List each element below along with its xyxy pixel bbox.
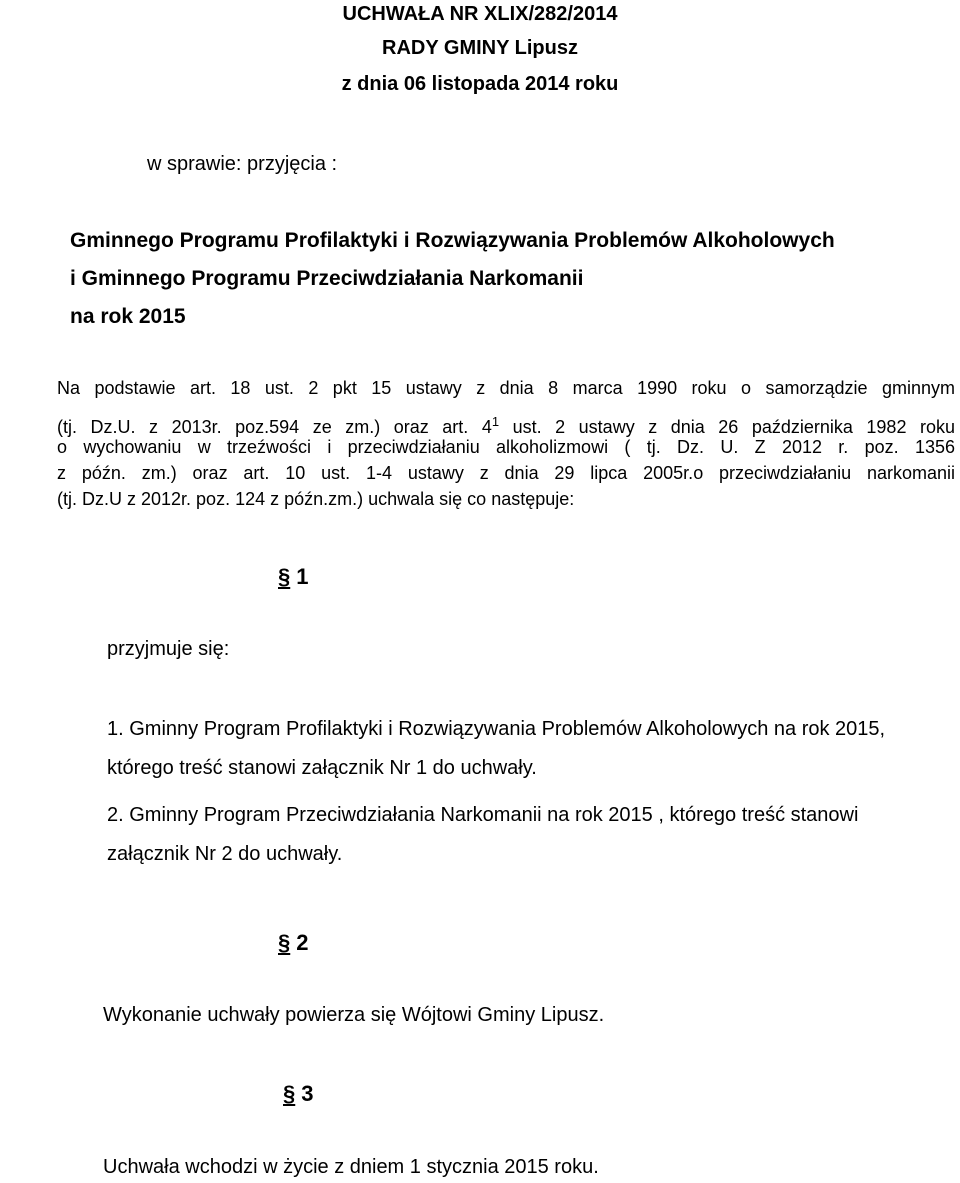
section-1-intro: przyjmuje się: [107, 638, 230, 660]
paragraph-sign-icon: § [278, 930, 291, 955]
council-name: RADY GMINY Lipusz [382, 37, 578, 59]
paragraph-sign-icon: § [283, 1081, 296, 1106]
section-3-text: Uchwała wchodzi w życie z dniem 1 stycznia 2015 roku. [103, 1156, 599, 1178]
legal-basis-line-5: (tj. Dz.U z 2012r. poz. 124 z późn.zm.) uchwala się co następuje: [57, 489, 575, 509]
program-title-line-1: Gminnego Programu Profilaktyki i Rozwiązywania Problemów Alkoholowych [70, 229, 835, 252]
resolution-subject: w sprawie: przyjęcia : [147, 153, 338, 175]
section-3-number: 3 [301, 1081, 314, 1106]
section-1-item-1-line-2: którego treść stanowi załącznik Nr 1 do uchwały. [107, 757, 537, 779]
section-1-item-2-line-1: 2. Gminny Program Przeciwdziałania Narkomanii na rok 2015 , którego treść stanowi [107, 804, 859, 826]
legal-basis-line-2-part-1: (tj. Dz.U. z 2013r. poz.594 ze zm.) oraz art. 4 [57, 417, 492, 437]
legal-basis-line-3: o wychowaniu w trzeźwości i przeciwdziałaniu alkoholizmowi ( tj. Dz. U. Z 2012 r. poz. 1356 [57, 437, 955, 457]
article-superscript: 1 [491, 414, 500, 429]
legal-basis-line-2-part-2: ust. 2 ustawy z dnia 26 października 1982 roku [499, 417, 955, 437]
legal-basis-line-2 [57, 411, 955, 438]
paragraph-sign-icon: § [278, 564, 291, 589]
section-1-heading [278, 564, 309, 590]
section-1-item-1-line-1: 1. Gminny Program Profilaktyki i Rozwiązywania Problemów Alkoholowych na rok 2015, [107, 718, 886, 740]
legal-basis-line-4: z późn. zm.) oraz art. 10 ust. 1-4 ustawy z dnia 29 lipca 2005r.o przeciwdziałaniu narkomanii [57, 463, 955, 483]
section-2-text: Wykonanie uchwały powierza się Wójtowi Gminy Lipusz. [103, 1004, 605, 1026]
program-title-line-2: i Gminnego Programu Przeciwdziałania Narkomanii [70, 267, 584, 290]
section-1-number: 1 [296, 564, 309, 589]
legal-basis-line-1: Na podstawie art. 18 ust. 2 pkt 15 ustawy z dnia 8 marca 1990 roku o samorządzie gminnym [57, 378, 955, 398]
section-2-heading [278, 930, 309, 956]
section-1-item-2-line-2: załącznik Nr 2 do uchwały. [107, 843, 343, 865]
section-2-number: 2 [296, 930, 309, 955]
resolution-date: z dnia 06 listopada 2014 roku [341, 73, 619, 95]
resolution-number: UCHWAŁA NR XLIX/282/2014 [342, 3, 618, 25]
program-title-line-3: na rok 2015 [70, 305, 186, 328]
section-3-heading [283, 1081, 314, 1107]
